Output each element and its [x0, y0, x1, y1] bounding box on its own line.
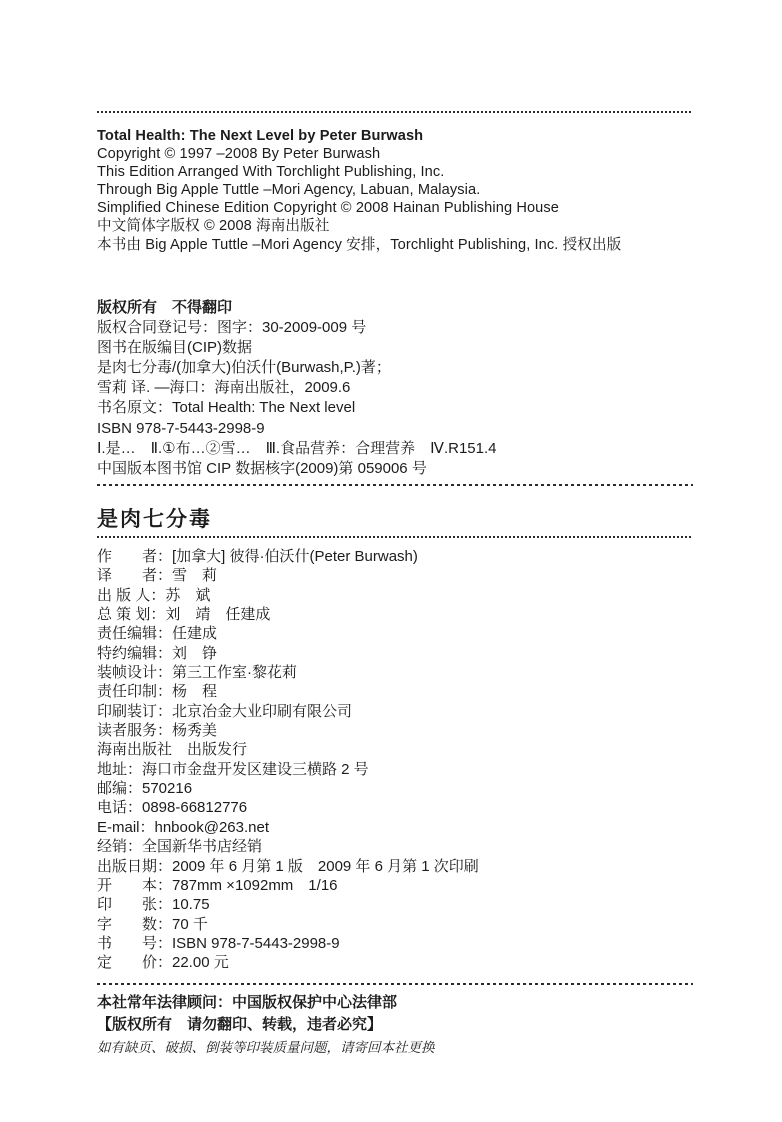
copyright-line: Copyright © 1997 –2008 By Peter Burwash	[97, 146, 381, 163]
quality-exchange-line: 如有缺页、破损、倒装等印装质量问题，请寄回本社更换	[97, 1040, 435, 1055]
design-line: 装帧设计：第三工作室·黎花莉	[97, 664, 297, 682]
edition-arranged-line: This Edition Arranged With Torchlight Publishing, Inc.	[97, 164, 445, 181]
sheets-line: 印 张：10.75	[97, 896, 210, 914]
contributing-editor-line: 特约编辑：刘 铮	[97, 644, 218, 662]
legal-advisor-line: 本社常年法律顾问：中国版权保护中心法律部	[97, 994, 398, 1011]
top-dotted-divider	[97, 111, 693, 113]
postcode-line: 邮编：570216	[97, 780, 193, 798]
registration-number-line: 版权合同登记号：图字：30-2009-009 号	[97, 319, 367, 337]
printing-binding-line: 印刷装订：北京冶金大业印刷有限公司	[97, 702, 353, 720]
cip-catalog-line: 图书在版编目(CIP)数据	[97, 339, 252, 357]
authorized-publication-line: 本书由 Big Apple Tuttle –Mori Agency 安排，Torchlight Publishing, Inc. 授权出版	[97, 236, 622, 253]
reader-service-line: 读者服务：杨秀美	[97, 722, 218, 740]
chinese-edition-copyright-line: Simplified Chinese Edition Copyright © 2008 Hainan Publishing House	[97, 200, 560, 217]
phone-line: 电话：0898-66812776	[97, 799, 248, 817]
publication-info-block	[97, 547, 693, 973]
cip-data-block	[97, 298, 693, 479]
print-supervisor-line: 责任印制：杨 程	[97, 683, 218, 701]
address-line: 地址：海口市金盘开发区建设三横路 2 号	[97, 760, 369, 778]
format-line: 开 本：787mm ×1092mm 1/16	[97, 876, 338, 894]
cip-verification-line: 中国版本图书馆 CIP 数据核字(2009)第 059006 号	[97, 459, 427, 477]
email-line: E-mail：hnbook@263.net	[97, 818, 269, 836]
cip-original-title-line: 书名原文：Total Health: The Next level	[97, 399, 356, 417]
all-rights-reserved-heading: 版权所有 不得翻印	[97, 299, 233, 316]
publisher-line: 海南出版社 出版发行	[97, 741, 248, 759]
original-title-line: Total Health: The Next Level by Peter Burwash	[97, 128, 424, 144]
title-dotted-divider	[97, 536, 693, 538]
distribution-line: 经销：全国新华书店经销	[97, 838, 263, 856]
translator-line: 译 者：雪 莉	[97, 567, 218, 585]
publication-date-line: 出版日期：2009 年 6 月第 1 版 2009 年 6 月第 1 次印刷	[97, 857, 479, 875]
publisher-person-line: 出 版 人：苏 斌	[97, 586, 211, 604]
responsible-editor-line: 责任编辑：任建成	[97, 625, 218, 643]
isbn-line: 书 号：ISBN 978-7-5443-2998-9	[97, 934, 340, 952]
book-title: 是肉七分毒	[97, 508, 212, 531]
cip-translator-publisher-line: 雪莉 译. —海口：海南出版社，2009.6	[97, 379, 351, 397]
cip-dashed-divider	[97, 484, 693, 486]
footer-dashed-divider	[97, 983, 693, 985]
cip-title-author-line: 是肉七分毒/(加拿大)伯沃什(Burwash,P.)著；	[97, 359, 391, 377]
price-line: 定 价：22.00 元	[97, 954, 229, 972]
cip-isbn-line: ISBN 978-7-5443-2998-9	[97, 419, 265, 437]
author-line: 作 者：[加拿大] 彼得·伯沃什(Peter Burwash)	[97, 548, 418, 565]
rights-warning-line: 【版权所有 请勿翻印、转载，违者必究】	[97, 1015, 383, 1033]
cip-classification-line: Ⅰ.是… Ⅱ.①布…②雪… Ⅲ.食品营养：合理营养 Ⅳ.R151.4	[97, 439, 497, 457]
word-count-line: 字 数：70 千	[97, 915, 208, 933]
chief-planner-line: 总 策 划：刘 靖 任建成	[97, 606, 271, 624]
agency-line: Through Big Apple Tuttle –Mori Agency, Labuan, Malaysia.	[97, 182, 481, 199]
chinese-rights-line: 中文简体字版权 © 2008 海南出版社	[97, 218, 330, 235]
legal-footer-block	[97, 992, 693, 1059]
english-copyright-block	[97, 127, 693, 254]
